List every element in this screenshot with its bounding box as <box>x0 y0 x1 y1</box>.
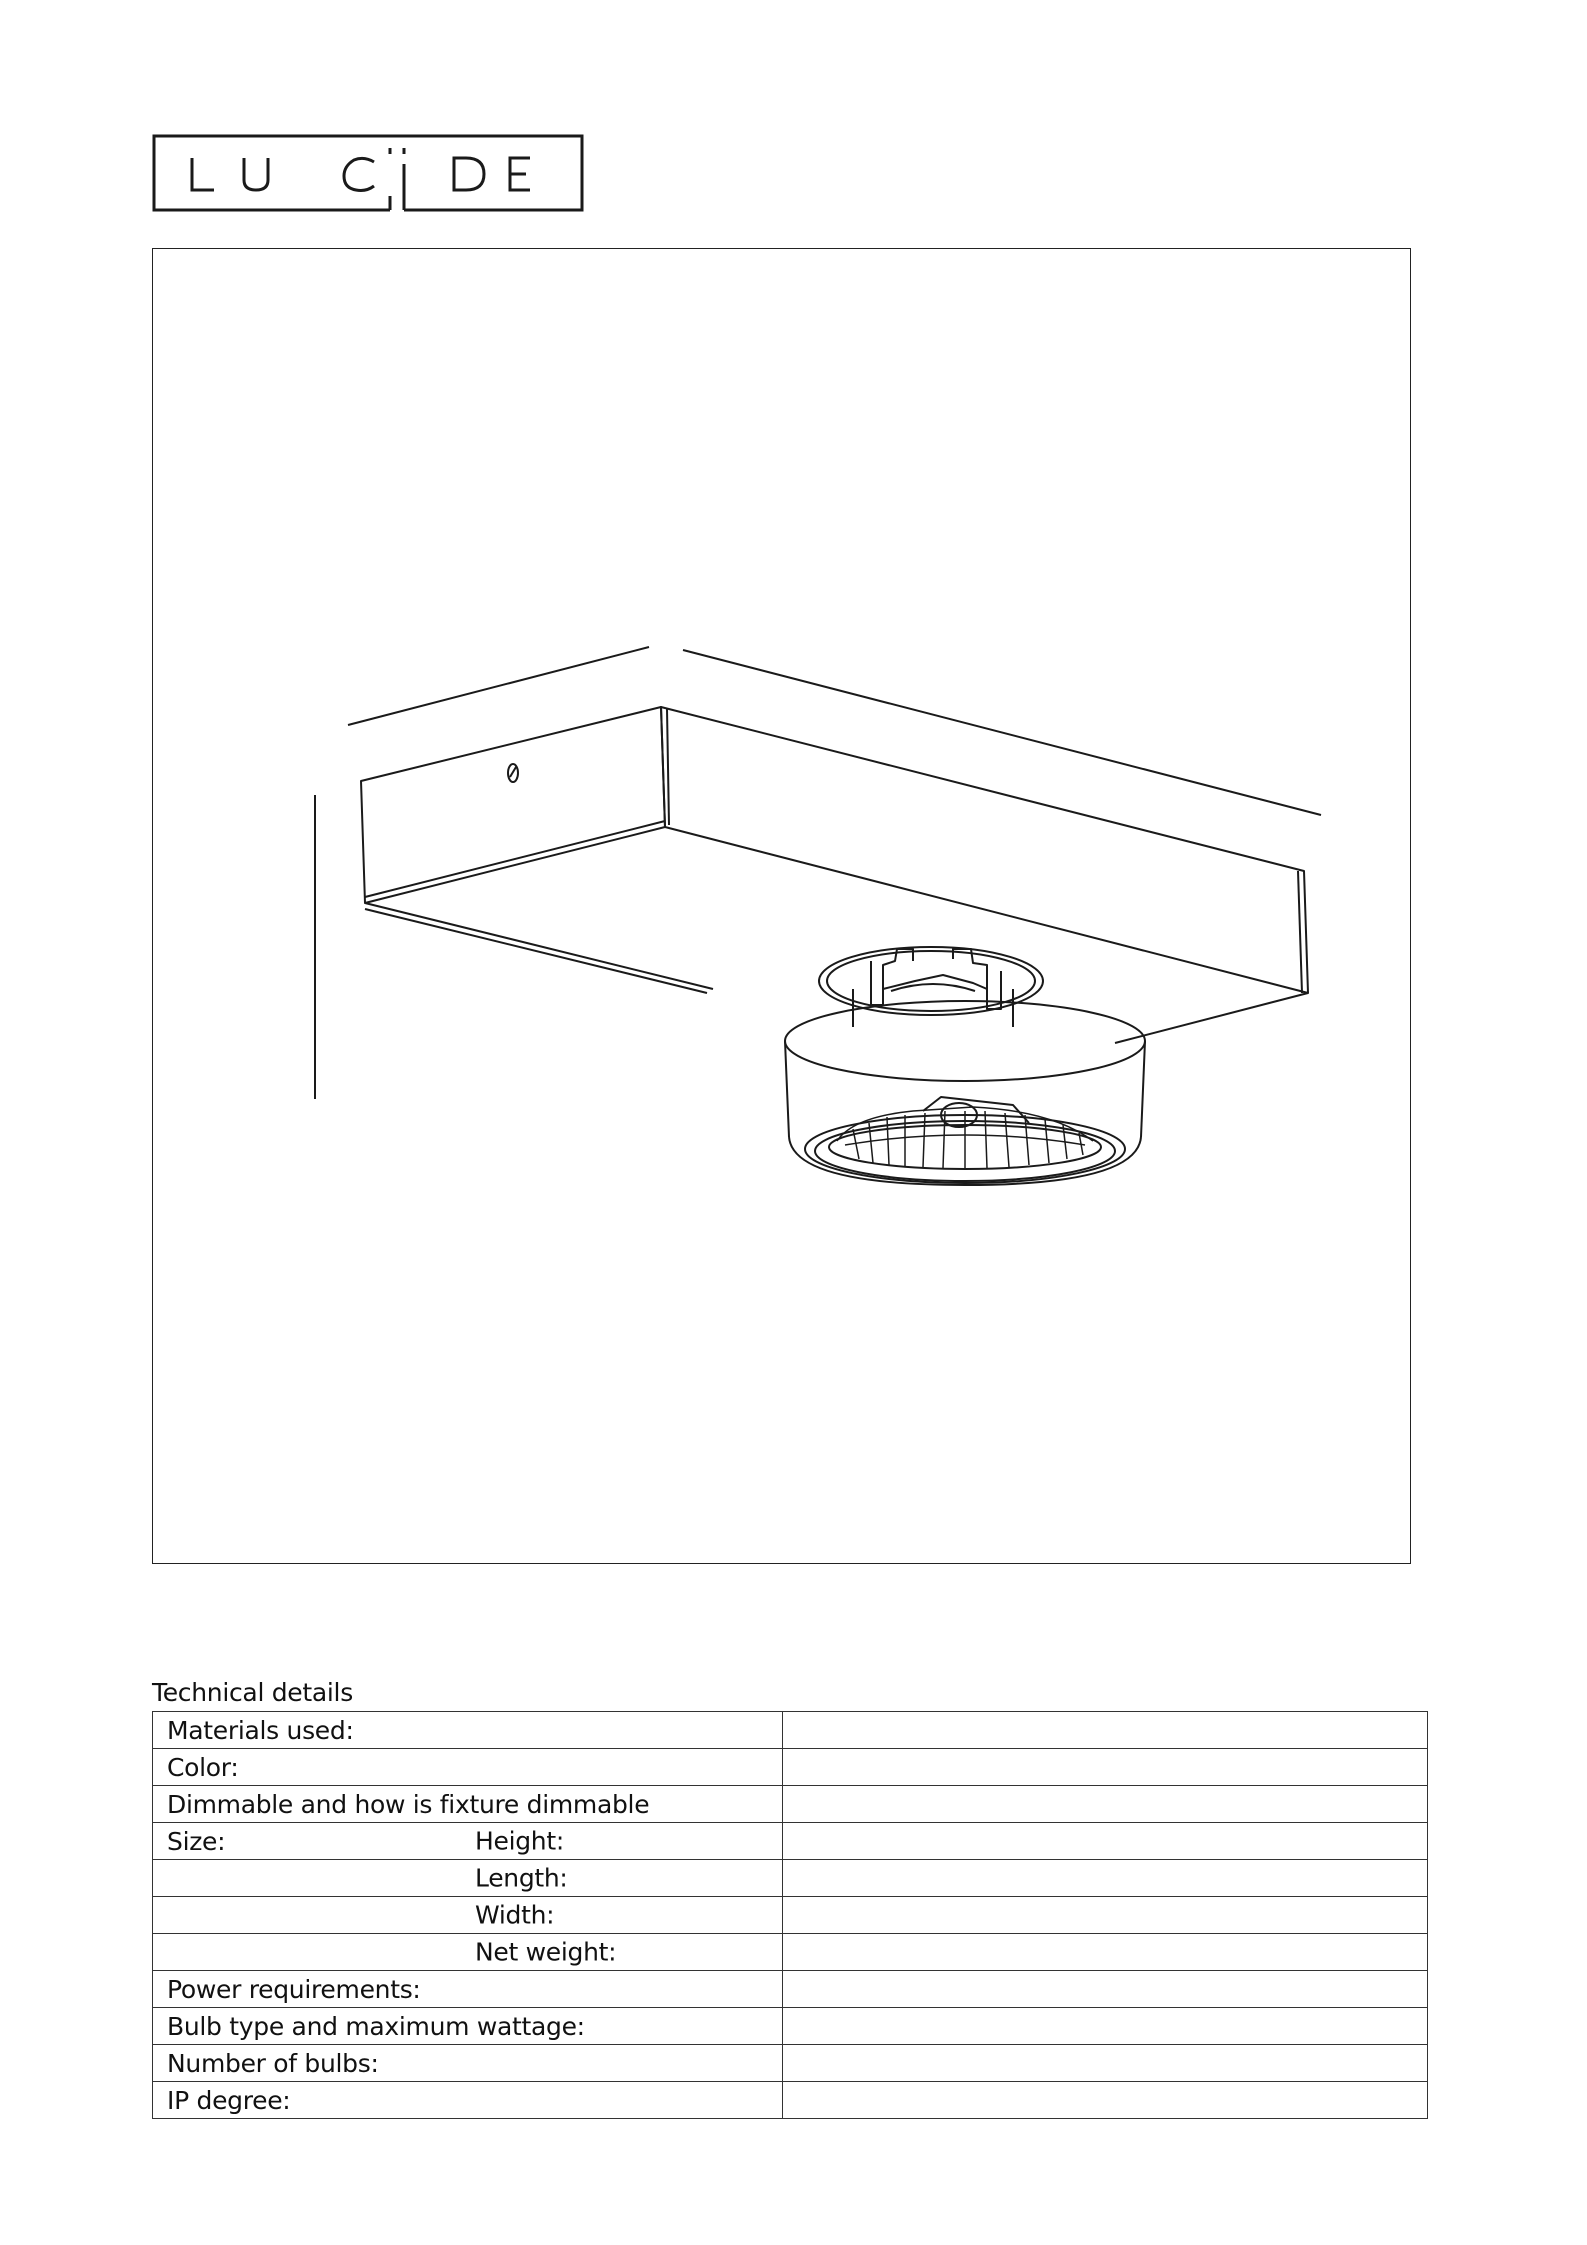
row-sublabel: Net weight: <box>475 1937 617 1967</box>
table-row-bulb-type <box>153 2008 1428 2045</box>
row-value <box>783 1823 1428 1860</box>
table-row-number-of-bulbs <box>153 2045 1428 2082</box>
technical-details-table <box>152 1711 1428 2119</box>
table-row-size-length <box>153 1860 1428 1897</box>
row-value <box>783 1934 1428 1971</box>
dimension-line-length <box>683 650 1321 815</box>
table-row-net-weight <box>153 1934 1428 1971</box>
row-value <box>783 1971 1428 2008</box>
row-sublabel: Length: <box>475 1863 568 1893</box>
row-label: Materials used: <box>167 1715 354 1745</box>
bulb-reflector <box>837 1107 1093 1169</box>
table-row-materials <box>153 1712 1428 1749</box>
row-label: IP degree: <box>167 2085 291 2115</box>
fixture-box-bottom-edge <box>365 903 713 989</box>
lucide-logo <box>152 134 584 212</box>
row-label: Power requirements: <box>167 1974 421 2004</box>
fixture-box-left-face <box>361 707 665 903</box>
row-label: Number of bulbs: <box>167 2048 379 2078</box>
row-value <box>783 2082 1428 2119</box>
row-label: Color: <box>167 1752 239 1782</box>
technical-details-title: Technical details <box>152 1678 353 1707</box>
row-value <box>783 1712 1428 1749</box>
row-value <box>783 1860 1428 1897</box>
row-sublabel: Width: <box>475 1900 555 1930</box>
row-value <box>783 1749 1428 1786</box>
row-label: Bulb type and maximum wattage: <box>167 2011 585 2041</box>
row-value <box>783 1897 1428 1934</box>
product-drawing-frame <box>152 248 1411 1564</box>
table-row-ip-degree <box>153 2082 1428 2119</box>
table-row-power <box>153 1971 1428 2008</box>
row-value <box>783 2008 1428 2045</box>
table-row-size-width <box>153 1897 1428 1934</box>
row-value <box>783 2045 1428 2082</box>
row-value <box>783 1786 1428 1823</box>
row-label: Dimmable and how is fixture dimmable <box>167 1789 650 1819</box>
table-row-color <box>153 1749 1428 1786</box>
ceiling-spot-drawing <box>153 249 1412 1565</box>
table-row-dimmable <box>153 1786 1428 1823</box>
table-row-size-height <box>153 1823 1428 1860</box>
row-sublabel: Height: <box>475 1826 564 1856</box>
row-label: Size: <box>167 1826 226 1856</box>
dimension-line-width <box>348 647 649 725</box>
